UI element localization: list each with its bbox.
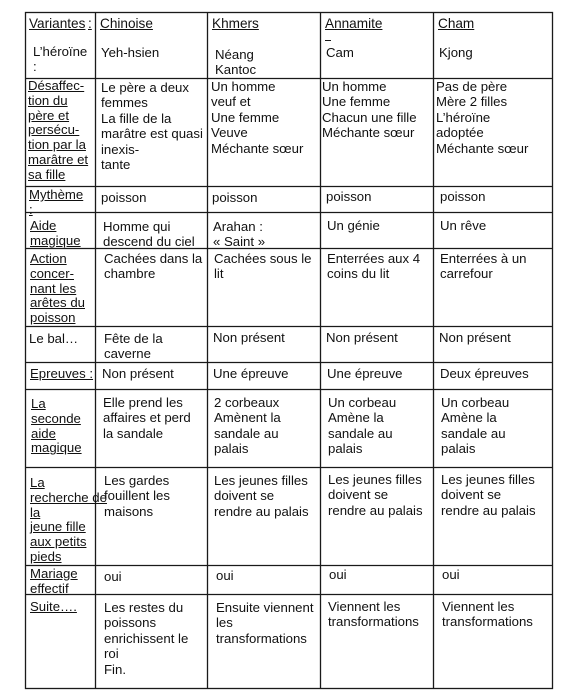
cell-epreuves-annamite: Une épreuve [327, 366, 403, 381]
cell-desaffection-cham: Pas de père Mère 2 filles L’héroïne adoptée Méchante sœur [436, 79, 529, 156]
cell-seconde-chinoise: Elle prend les affaires et perd la sandale [103, 395, 191, 441]
cell-suite-khmers: Ensuite viennent les transformations [216, 600, 314, 646]
row-label-recherche: La recherche de la jeune fille aux petits pieds [30, 475, 107, 564]
cell-mariage-khmers: oui [216, 568, 234, 583]
cell-mariage-cham: oui [442, 567, 460, 582]
cell-aide-annamite: Un génie [327, 218, 380, 233]
row-label-suite: Suite…. [30, 599, 77, 614]
cell-seconde-cham: Un corbeau Amène la sandale au palais [441, 395, 510, 457]
cell-mariage-annamite: oui [329, 567, 347, 582]
cell-bal-chinoise: Fête de la caverne [104, 331, 163, 362]
cell-aide-khmers: Arahan : « Saint » [213, 219, 266, 250]
cell-suite-chinoise: Les restes du poissons enrichissent le roi Fin. [104, 600, 189, 677]
cell-mytheme-cham: poisson [440, 189, 486, 204]
cell-epreuves-khmers: Une épreuve [213, 366, 289, 381]
cell-aide-cham: Un rêve [440, 218, 487, 233]
row-label-mariage: Mariage effectif [30, 566, 78, 596]
cell-mytheme-chinoise: poisson [101, 190, 147, 205]
cell-suite-cham: Viennent les transformations [442, 599, 533, 630]
cell-heroine-annamite: Cam [326, 45, 354, 60]
cell-desaffection-chinoise: Le père a deux femmes La fille de la marâtre est quasi inexis- tante [101, 80, 203, 173]
cell-heroine-cham: Kjong [439, 45, 473, 60]
cell-recherche-chinoise: Les gardes fouillent les maisons [104, 473, 170, 519]
row-label-heroine: L’héroïne : [33, 44, 88, 74]
cell-bal-annamite: Non présent [326, 330, 398, 345]
header-chinoise: Chinoise [100, 16, 153, 31]
cell-desaffection-khmers: Un homme veuf et Une femme Veuve Méchante sœur [211, 79, 304, 156]
cell-action-khmers: Cachées sous le lit [214, 251, 312, 282]
row-label-desaffection: Désaffec- tion du père et persécu- tion par la marâtre et sa fille [28, 78, 89, 182]
cell-recherche-cham: Les jeunes filles doivent se rendre au palais [441, 472, 536, 518]
cell-heroine-chinoise: Yeh-hsien [101, 45, 160, 60]
cell-recherche-khmers: Les jeunes filles doivent se rendre au palais [214, 473, 309, 519]
cell-action-cham: Enterrées à un carrefour [440, 251, 527, 282]
cell-bal-cham: Non présent [439, 330, 511, 345]
cell-suite-annamite: Viennent les transformations [328, 599, 419, 630]
cell-mytheme-annamite: poisson [326, 189, 372, 204]
cell-epreuves-chinoise: Non présent [102, 366, 174, 381]
cell-action-chinoise: Cachées dans la chambre [104, 251, 203, 282]
cell-epreuves-cham: Deux épreuves [440, 366, 529, 381]
cell-bal-khmers: Non présent [213, 330, 285, 345]
row-label-bal: Le bal… [29, 331, 79, 346]
cell-action-annamite: Enterrées aux 4 coins du lit [327, 251, 421, 282]
row-label-epreuves: Epreuves : [30, 366, 94, 381]
cell-aide-chinoise: Homme qui descend du ciel [103, 219, 195, 250]
cell-heroine-khmers: Néang Kantoc [215, 47, 257, 78]
header-cham: Cham [438, 16, 475, 31]
cell-mariage-chinoise: oui [104, 569, 122, 584]
header-annamite: Annamite [325, 16, 383, 31]
header-variantes: Variantes [29, 16, 86, 31]
header-colon: : [88, 16, 92, 31]
header-khmers: Khmers [212, 16, 259, 31]
cell-desaffection-annamite: Un homme Une femme Chacun une fille Méchante sœur [322, 79, 417, 141]
row-label-aide-magique: Aide magique [30, 218, 81, 248]
row-label-seconde-aide: La seconde aide magique [31, 396, 82, 456]
cell-seconde-khmers: 2 corbeaux Amènent la sandale au palais [214, 395, 281, 457]
cell-seconde-annamite: Un corbeau Amène la sandale au palais [328, 395, 397, 457]
cell-recherche-annamite: Les jeunes filles doivent se rendre au palais [328, 472, 423, 518]
row-label-action-aretes: Action concer- nant les arêtes du poisson [30, 251, 85, 326]
row-label-mytheme: Mythème : [29, 187, 84, 217]
cell-mytheme-khmers: poisson [212, 190, 258, 205]
